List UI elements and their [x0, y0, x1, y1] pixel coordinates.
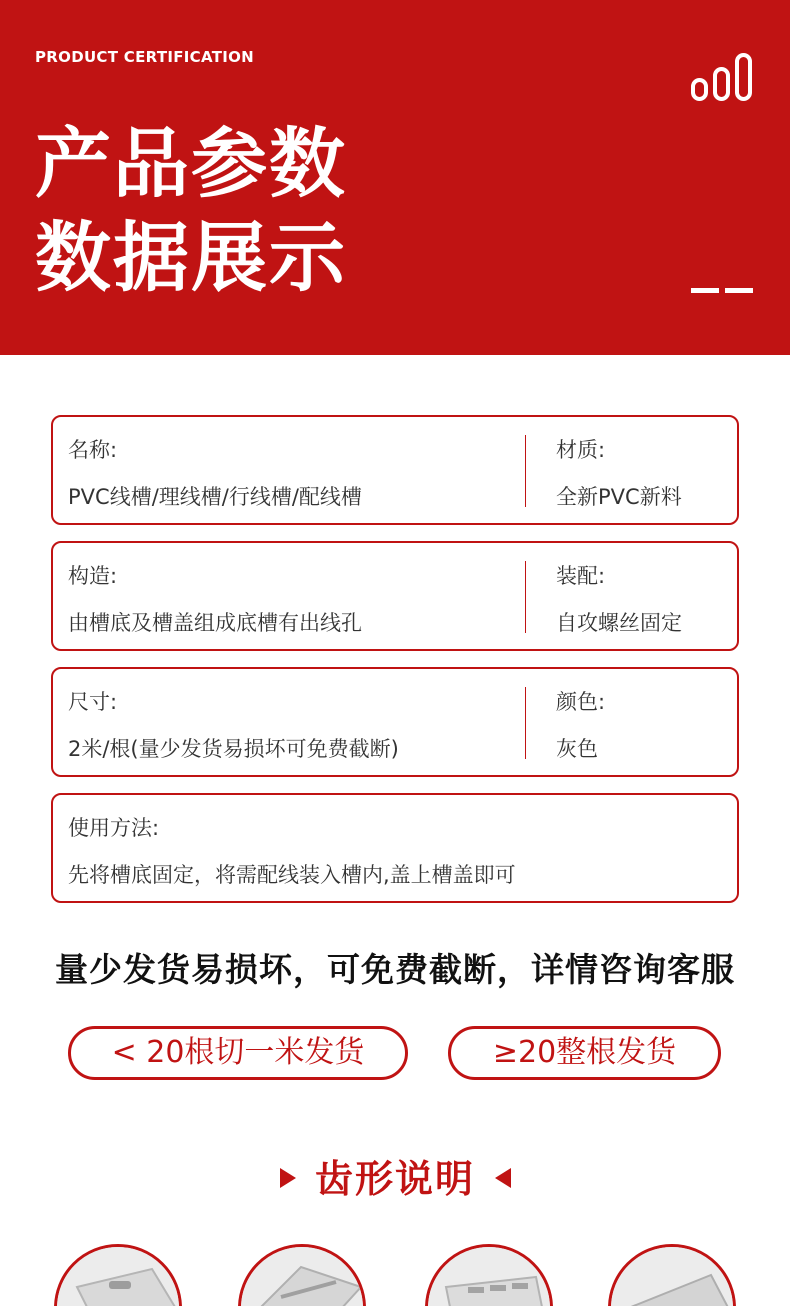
- shipping-option-over-20: ≥20整根发货: [448, 1026, 721, 1080]
- product-photo: [54, 1244, 182, 1306]
- header-banner: [0, 0, 790, 355]
- section-title: 齿形说明: [314, 1157, 475, 1201]
- signal-bars-icon: [690, 52, 756, 102]
- spec-label: 材质:: [556, 438, 606, 462]
- spec-label: 名称:: [68, 438, 118, 462]
- shipping-option-under-20: < 20根切一米发货: [68, 1026, 408, 1080]
- spec-value: 灰色: [556, 737, 598, 761]
- page-title-line-2: 数据展示: [35, 213, 347, 302]
- eyebrow-text: PRODUCT CERTIFICATION: [35, 48, 255, 66]
- spec-value: 2米/根(量少发货易损坏可免费截断): [68, 737, 399, 761]
- product-photo: [425, 1244, 553, 1306]
- spec-value: PVC线槽/理线槽/行线槽/配线槽: [68, 485, 362, 509]
- page-title-line-1: 产品参数: [35, 119, 347, 208]
- spec-card-name-material: [51, 415, 739, 525]
- product-photo: [238, 1244, 366, 1306]
- spec-card-usage: [51, 793, 739, 903]
- product-photo: [608, 1244, 736, 1306]
- decorative-dashes: [691, 288, 755, 294]
- spec-card-size-color: [51, 667, 739, 777]
- triangle-left-icon: [495, 1168, 511, 1188]
- spec-label: 颜色:: [556, 690, 606, 714]
- spec-value: 全新PVC新料: [556, 485, 682, 509]
- spec-value: 自攻螺丝固定: [556, 611, 682, 635]
- divider: [525, 561, 526, 633]
- spec-value: 先将槽底固定，将需配线装入槽内,盖上槽盖即可: [68, 863, 516, 887]
- section-heading: [0, 1156, 790, 1202]
- product-photo-strip: [0, 1228, 790, 1306]
- spec-label: 尺寸:: [68, 690, 118, 714]
- spec-label: 使用方法:: [68, 816, 160, 840]
- spec-label: 装配:: [556, 564, 606, 588]
- divider: [525, 435, 526, 507]
- spec-label: 构造:: [68, 564, 118, 588]
- spec-value: 由槽底及槽盖组成底槽有出线孔: [68, 611, 362, 635]
- divider: [525, 687, 526, 759]
- spec-card-structure-assembly: [51, 541, 739, 651]
- shipping-notice: 量少发货易损坏，可免费截断，详情咨询客服: [55, 950, 735, 989]
